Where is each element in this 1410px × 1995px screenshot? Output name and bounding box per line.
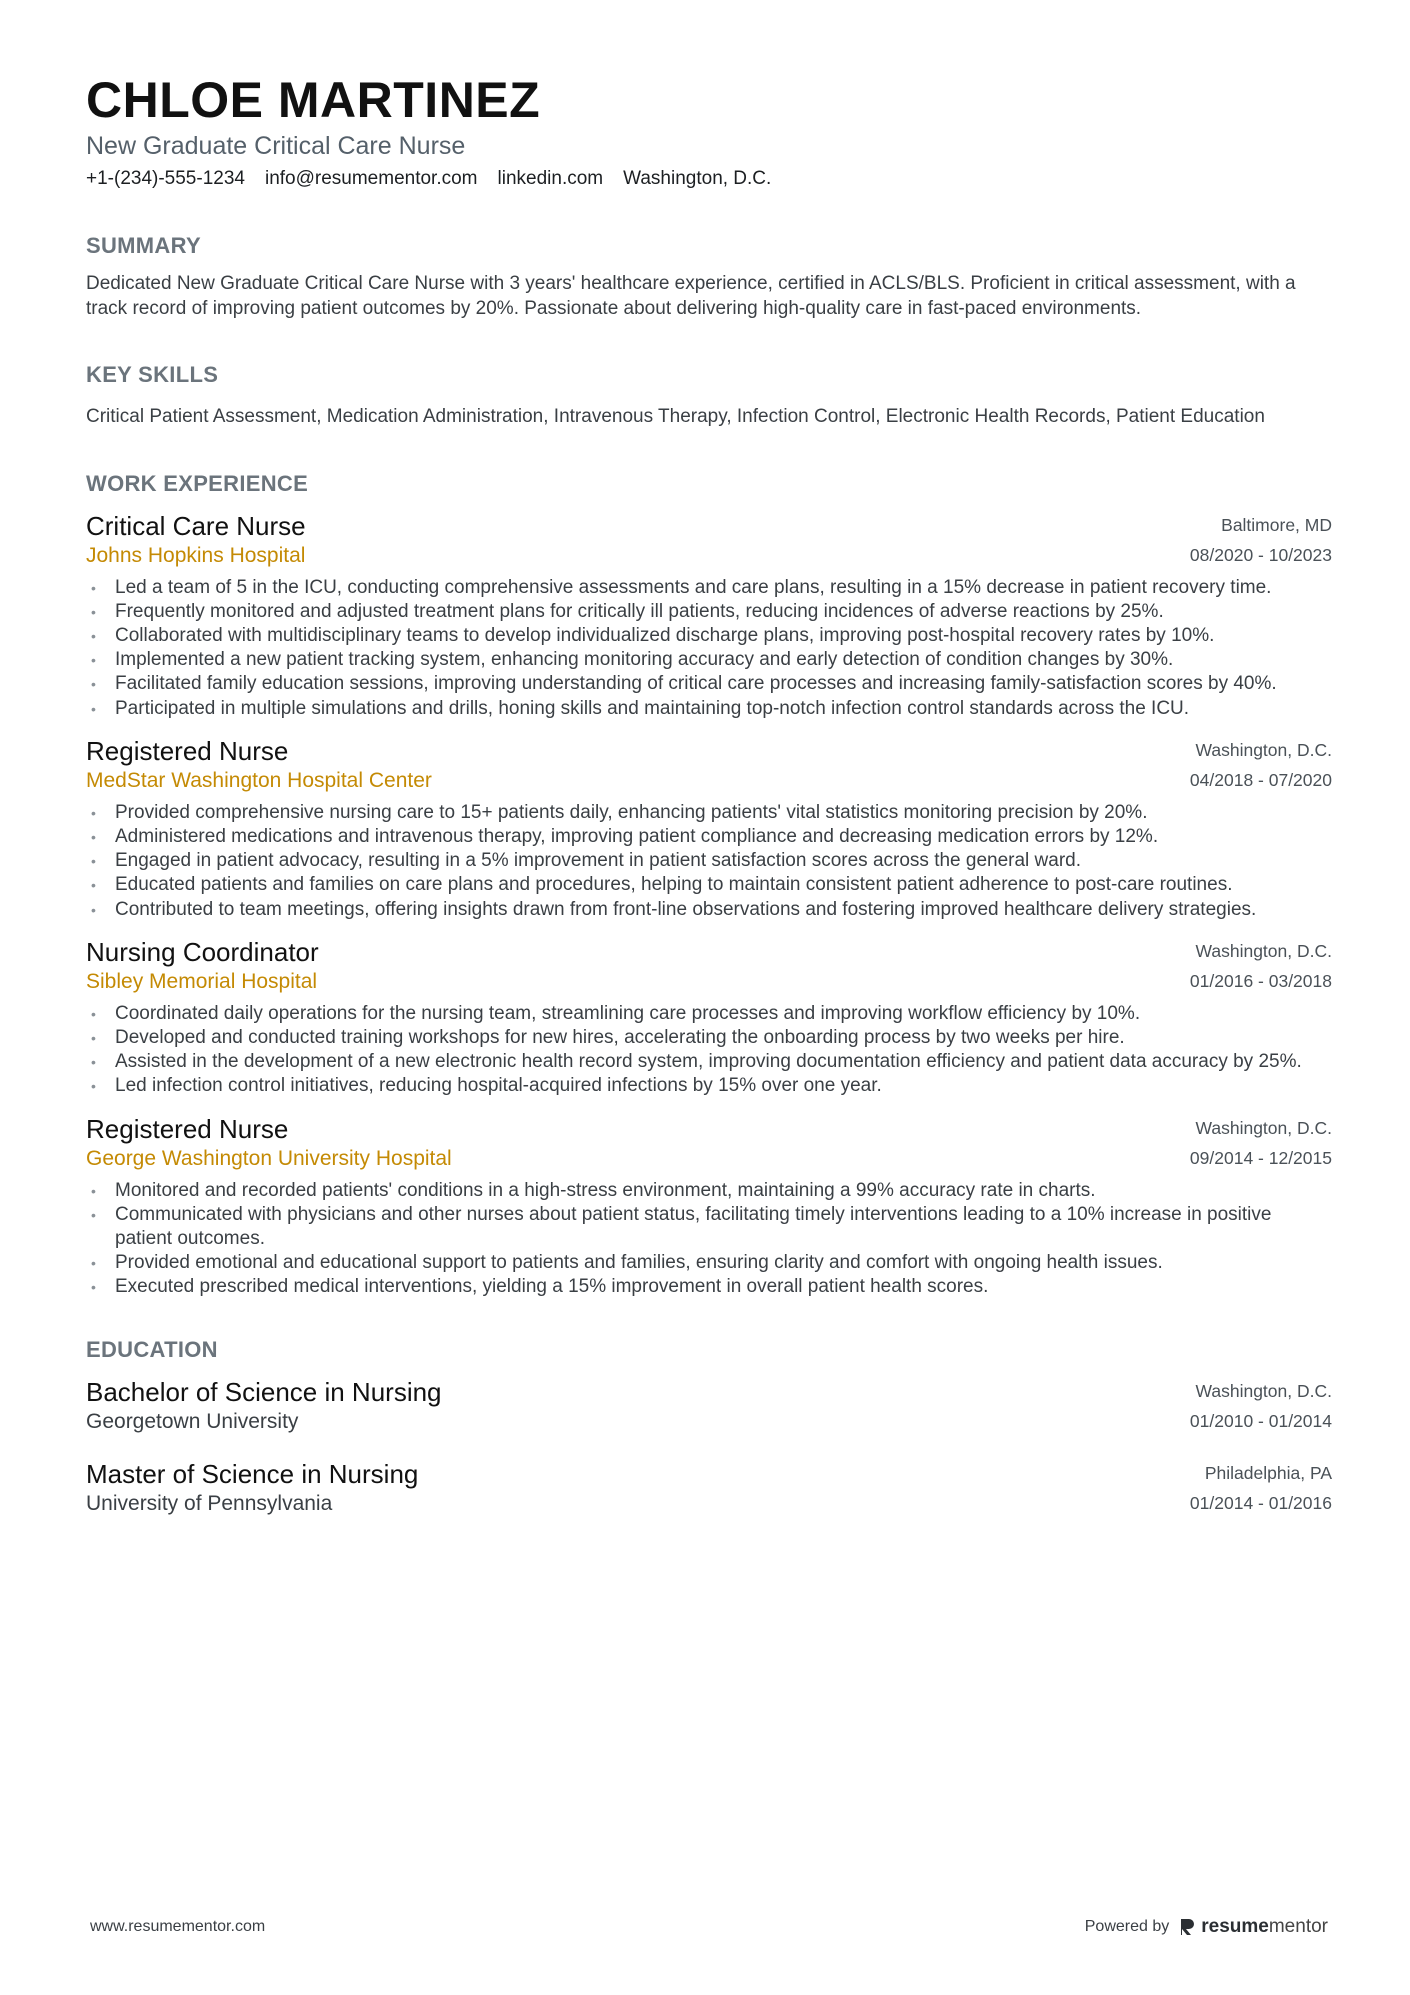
bullet-item [86,849,1332,873]
bullet-text: Engaged in patient advocacy, resulting in a 5% improvement in patient satisfaction scores across the general ward. [115,850,1082,872]
bullet-item [86,825,1332,849]
bullet-dot-icon: • [91,901,96,918]
summary-text: Dedicated New Graduate Critical Care Nurse with 3 years' healthcare experience, certified in ACLS/BLS. Proficient in critical assessment, with a track record of improving patient outcomes by 20%. Passionate about delivering high-quality care in fast-paced environments. [86,273,1296,319]
skills-text: Critical Patient Assessment, Medication Administration, Intravenous Therapy, Infection Control, Electronic Health Records, Patient Education [86,406,1265,427]
resume-page [86,72,1332,1518]
bullet-dot-icon: • [91,1078,96,1095]
bullet-dot-icon: • [91,1029,96,1046]
job-dates: 04/2018 - 07/2020 [1189,769,1332,790]
job-left [86,735,432,795]
bullet-text: Executed prescribed medical interventions, yielding a 15% improvement in overall patient health scores. [115,1276,989,1298]
bullet-list [86,1179,1332,1300]
skills-section [86,361,1332,430]
powered-by-label: Powered by [1084,1918,1170,1935]
bullet-dot-icon: • [91,627,96,644]
bullet-text: Monitored and recorded patients' conditions in a high-stress environment, maintaining a 99% accuracy rate in charts. [115,1179,1096,1201]
bullet-item [86,1002,1332,1026]
school-name: Georgetown University [86,1409,299,1433]
job-meta [1190,936,1332,996]
bullet-item [86,873,1332,897]
education-header [86,1376,1332,1436]
bullet-item [86,1050,1332,1074]
bullet-item [86,1251,1332,1275]
bullet-item [86,801,1332,825]
bullet-item [86,1275,1332,1299]
bullet-item [86,624,1332,648]
brand-logo[interactable] [1179,1916,1328,1938]
bullet-dot-icon: • [91,877,96,894]
bullet-text: Led a team of 5 in the ICU, conducting comprehensive assessments and care plans, resulting in a 15% decrease in patient recovery time. [115,576,1272,598]
footer-url[interactable]: www.resumementor.com [90,1918,266,1935]
job-left [86,936,319,996]
job-dates: 09/2014 - 12/2015 [1189,1147,1332,1168]
job-meta [1190,735,1332,795]
degree-title: Bachelor of Science in Nursing [86,1376,442,1407]
contact-line [86,166,1332,192]
bullet-text: Coordinated daily operations for the nursing team, streamlining care processes and improving workflow efficiency by 10%. [115,1002,1141,1024]
bullet-item [86,672,1332,696]
job-location: Baltimore, MD [1221,514,1332,535]
education-section [86,1336,1332,1518]
job-location: Washington, D.C. [1195,739,1332,760]
bullet-dot-icon: • [91,652,96,669]
bullet-text: Communicated with physicians and other nurses about patient status, facilitating timely interventions leading to a 10% increase in positive patient outcomes. [115,1203,1272,1249]
bullet-item [86,1203,1332,1251]
job-title: Critical Care Nurse [86,510,306,541]
education-location: Washington, D.C. [1195,1380,1332,1401]
page-footer [90,1916,1328,1938]
section-title: SUMMARY [86,233,201,258]
education-entry [86,1458,1332,1518]
brand-light: mentor [1268,1916,1328,1937]
bullet-dot-icon: • [91,828,96,845]
job-header [86,936,1332,996]
bullet-text: Provided emotional and educational support to patients and families, ensuring clarity and comfort with ongoing health issues. [115,1252,1163,1274]
education-dates: 01/2010 - 01/2014 [1189,1410,1332,1431]
bullet-item [86,600,1332,624]
company-name: Sibley Memorial Hospital [86,969,318,993]
summary-section [86,232,1332,321]
bullet-item [86,648,1332,672]
education-location: Philadelphia, PA [1204,1462,1332,1483]
bullet-item [86,576,1332,600]
bullet-text: Developed and conducted training workshops for new hires, accelerating the onboarding process by two weeks per hire. [115,1026,1125,1048]
education-list [86,1376,1332,1518]
education-left [86,1458,418,1518]
bullet-dot-icon: • [91,853,96,870]
bullet-item [86,898,1332,922]
bullet-item [86,1179,1332,1203]
job-dates: 01/2016 - 03/2018 [1189,970,1332,991]
bullet-dot-icon: • [91,1054,96,1071]
bullet-text: Educated patients and families on care plans and procedures, helping to maintain consistent patient adherence to post-care routines. [115,874,1233,896]
bullet-list [86,801,1332,922]
bullet-text: Contributed to team meetings, offering insights drawn from front-line observations and fostering improved healthcare delivery strategies. [115,898,1257,920]
bullet-item [86,697,1332,721]
resumementor-logo-icon [1179,1918,1195,1936]
candidate-name: CHLOE MARTINEZ [86,72,541,128]
bullet-text: Administered medications and intravenous therapy, improving patient compliance and decreasing medication errors by 12%. [115,825,1159,847]
job-left [86,510,306,570]
contact-linkedin: linkedin.com [497,168,604,189]
bullet-dot-icon: • [91,1206,96,1223]
bullet-list [86,576,1332,721]
contact-email: info@resumementor.com [264,168,478,189]
job-entry [86,936,1332,1099]
section-title: KEY SKILLS [86,362,219,387]
bullet-item [86,1026,1332,1050]
bullet-text: Implemented a new patient tracking system, enhancing monitoring accuracy and early detection of condition changes by 30%. [115,649,1174,671]
bullet-dot-icon: • [91,1279,96,1296]
education-header [86,1458,1332,1518]
bullet-dot-icon: • [91,804,96,821]
section-title: WORK EXPERIENCE [86,470,309,496]
bullet-text: Facilitated family education sessions, improving understanding of critical care processes and increasing family-satisfaction scores by 40%. [115,673,1277,695]
education-left [86,1376,442,1436]
contact-phone: +1-(234)-555-1234 [86,168,245,189]
section-title: EDUCATION [86,1336,218,1362]
resume-header [86,72,1332,192]
bullet-dot-icon: • [91,603,96,620]
job-header [86,510,1332,570]
education-meta [1190,1376,1332,1436]
school-name: University of Pennsylvania [86,1491,333,1515]
bullet-text: Collaborated with multidisciplinary teams to develop individualized discharge plans, improving post-hospital recovery rates by 10%. [115,624,1215,646]
candidate-role: New Graduate Critical Care Nurse [86,132,466,160]
job-list [86,510,1332,1300]
bullet-text: Assisted in the development of a new electronic health record system, improving documentation efficiency and patient data accuracy by 25%. [115,1051,1302,1073]
bullet-text: Frequently monitored and adjusted treatment plans for critically ill patients, reducing incidences of adverse reactions by 25%. [115,600,1164,622]
job-header [86,735,1332,795]
bullet-text: Participated in multiple simulations and drills, honing skills and maintaining top-notch infection control standards across the ICU. [115,697,1190,719]
bullet-dot-icon: • [91,676,96,693]
company-name: MedStar Washington Hospital Center [86,768,432,792]
contact-location: Washington, D.C. [623,168,772,189]
job-location: Washington, D.C. [1195,1117,1332,1138]
education-dates: 01/2014 - 01/2016 [1189,1492,1332,1513]
bullet-dot-icon: • [91,1255,96,1272]
bullet-list [86,1002,1332,1099]
experience-section [86,470,1332,1300]
bullet-dot-icon: • [91,700,96,717]
bullet-dot-icon: • [91,579,96,596]
powered-by [1085,1916,1328,1938]
education-entry [86,1376,1332,1436]
job-location: Washington, D.C. [1195,940,1332,961]
job-dates: 08/2020 - 10/2023 [1189,544,1332,565]
job-meta [1190,510,1332,570]
company-name: George Washington University Hospital [86,1146,452,1170]
bullet-dot-icon: • [91,1182,96,1199]
education-meta [1190,1458,1332,1518]
company-name: Johns Hopkins Hospital [86,543,306,567]
bullet-dot-icon: • [91,1005,96,1022]
job-entry [86,1113,1332,1300]
job-entry [86,735,1332,922]
job-header [86,1113,1332,1173]
job-meta [1190,1113,1332,1173]
job-title: Registered Nurse [86,735,289,766]
brand-bold: resume [1201,1916,1269,1937]
bullet-item [86,1074,1332,1098]
job-entry [86,510,1332,721]
job-title: Registered Nurse [86,1113,289,1144]
job-title: Nursing Coordinator [86,936,319,967]
bullet-text: Provided comprehensive nursing care to 15+ patients daily, enhancing patients' vital statistics monitoring precision by 20%. [115,801,1148,823]
degree-title: Master of Science in Nursing [86,1458,419,1489]
job-left [86,1113,452,1173]
bullet-text: Led infection control initiatives, reducing hospital-acquired infections by 15% over one year. [115,1075,882,1097]
